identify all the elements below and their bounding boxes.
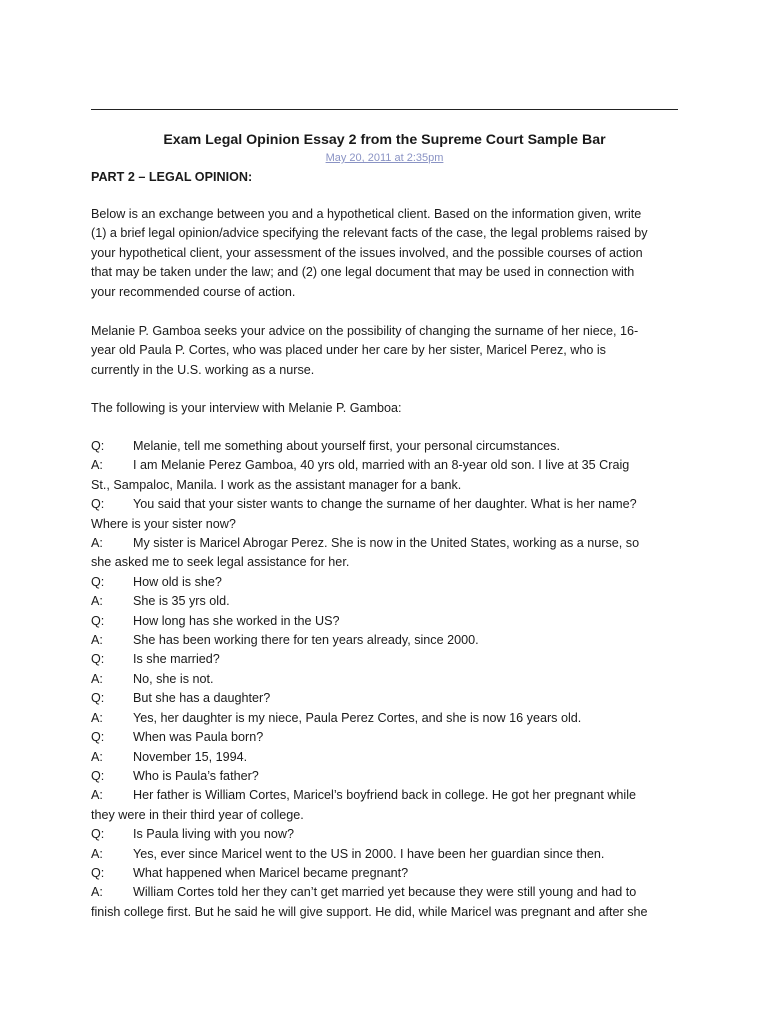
dialogue-line — [91, 806, 681, 825]
dialogue-text: Melanie, tell me something about yourself first, your personal circumstances. — [133, 439, 560, 453]
facts-line: year old Paula P. Cortes, who was placed under her care by her sister, Maricel Perez, who is — [91, 343, 606, 358]
dialogue-line — [91, 728, 681, 747]
intro-line: your recommended course of action. — [91, 284, 296, 299]
dialogue-line — [91, 786, 681, 805]
speaker-label: A: — [91, 671, 103, 686]
dialogue-line — [91, 476, 681, 495]
dialogue-text: She is 35 yrs old. — [133, 594, 230, 609]
dialogue-text: I am Melanie Perez Gamboa, 40 yrs old, married with an 8-year old son. I live at 35 Craig — [133, 458, 630, 473]
facts-line: Melanie P. Gamboa seeks your advice on the possibility of changing the surname of her niece, 16- — [91, 324, 639, 338]
top-divider — [91, 109, 678, 110]
speaker-label: A: — [91, 536, 103, 551]
dialogue-line — [91, 553, 681, 572]
date-link[interactable]: May 20, 2011 at 2:35pm — [325, 152, 444, 164]
dialogue-text: Yes, her daughter is my niece, Paula Perez Cortes, and she is now 16 years old. — [133, 710, 582, 725]
dialogue-text: No, she is not. — [133, 671, 214, 686]
dialogue-text: When was Paula born? — [133, 730, 264, 745]
speaker-label: A: — [91, 710, 103, 725]
dialogue-text: How old is she? — [133, 574, 222, 589]
dialogue-line — [91, 689, 681, 708]
dialogue-line — [91, 573, 681, 592]
speaker-label: A: — [91, 749, 103, 764]
dialogue-text: But she has a daughter? — [133, 691, 271, 706]
speaker-label: Q: — [91, 827, 105, 842]
dialogue-text: Her father is William Cortes, Maricel’s boyfriend back in college. He got her pregnant while — [133, 788, 637, 803]
intro-line: your hypothetical client, your assessment of the issues involved, and the possible courses of action — [91, 245, 643, 260]
speaker-label: A: — [91, 633, 103, 648]
speaker-label: Q: — [91, 439, 105, 453]
dialogue-text: Is Paula living with you now? — [133, 827, 295, 842]
speaker-label: Q: — [91, 768, 105, 783]
dialogue-line — [91, 748, 681, 767]
facts-paragraph — [91, 322, 681, 380]
interview-lead-text: The following is your interview with Melanie P. Gamboa: — [91, 401, 402, 415]
dialogue-line — [91, 709, 681, 728]
dialogue-text: they were in their third year of college. — [91, 807, 304, 822]
dialogue-line — [91, 495, 681, 514]
dialogue-line — [91, 437, 681, 456]
section-heading: PART 2 – LEGAL OPINION: — [91, 170, 253, 184]
dialogue-line — [91, 534, 681, 553]
dialogue-text: What happened when Maricel became pregnant? — [133, 865, 409, 880]
dialogue-line — [91, 825, 681, 844]
speaker-label: A: — [91, 788, 103, 803]
dialogue-text: William Cortes told her they can’t get married yet because they were still young and had to — [133, 885, 637, 900]
dialogue-line — [91, 883, 681, 902]
dialogue-text: St., Sampaloc, Manila. I work as the assistant manager for a bank. — [91, 477, 462, 492]
speaker-label: Q: — [91, 497, 105, 512]
speaker-label: Q: — [91, 865, 105, 880]
dialogue-line — [91, 456, 681, 475]
dialogue-line — [91, 845, 681, 864]
dialogue-line — [91, 592, 681, 611]
dialogue-text: November 15, 1994. — [133, 749, 248, 764]
speaker-label: A: — [91, 846, 103, 861]
intro-paragraph — [91, 205, 681, 302]
dialogue-text: She has been working there for ten years already, since 2000. — [133, 633, 479, 648]
dialogue-text: My sister is Maricel Abrogar Perez. She is now in the United States, working as a nurse, so — [133, 536, 640, 551]
interview-dialogue — [91, 437, 681, 922]
dialogue-line — [91, 515, 681, 534]
intro-line: that may be taken under the law; and (2) one legal document that may be used in connection with — [91, 265, 635, 280]
dialogue-line — [91, 903, 681, 922]
speaker-label: Q: — [91, 574, 105, 589]
speaker-label: Q: — [91, 691, 105, 706]
intro-line: (1) a brief legal opinion/advice specifying the relevant facts of the case, the legal problems raised by — [91, 226, 648, 241]
speaker-label: Q: — [91, 652, 105, 667]
speaker-label: A: — [91, 458, 103, 473]
dialogue-line — [91, 670, 681, 689]
dialogue-text: Yes, ever since Maricel went to the US in 2000. I have been her guardian since then. — [133, 846, 605, 861]
dialogue-text: Who is Paula’s father? — [133, 768, 259, 783]
speaker-label: Q: — [91, 730, 105, 745]
dialogue-text: Where is your sister now? — [91, 516, 236, 531]
facts-line: currently in the U.S. working as a nurse. — [91, 362, 315, 377]
dialogue-line — [91, 767, 681, 786]
dialogue-text: she asked me to seek legal assistance for her. — [91, 555, 350, 570]
dialogue-line — [91, 864, 681, 883]
interview-lead — [91, 399, 681, 418]
dialogue-line — [91, 612, 681, 631]
dialogue-text: How long has she worked in the US? — [133, 613, 340, 628]
speaker-label: Q: — [91, 613, 105, 628]
speaker-label: A: — [91, 885, 103, 900]
dialogue-text: finish college first. But he said he will give support. He did, while Maricel was pregnant and after she — [91, 904, 648, 919]
dialogue-text: Is she married? — [133, 652, 220, 667]
speaker-label: A: — [91, 594, 103, 609]
dialogue-text: You said that your sister wants to change the surname of her daughter. What is her name? — [133, 497, 637, 512]
dialogue-line — [91, 650, 681, 669]
dialogue-line — [91, 631, 681, 650]
document-title: Exam Legal Opinion Essay 2 from the Supreme Court Sample Bar — [163, 132, 606, 148]
intro-line: Below is an exchange between you and a hypothetical client. Based on the information given, write — [91, 207, 642, 221]
